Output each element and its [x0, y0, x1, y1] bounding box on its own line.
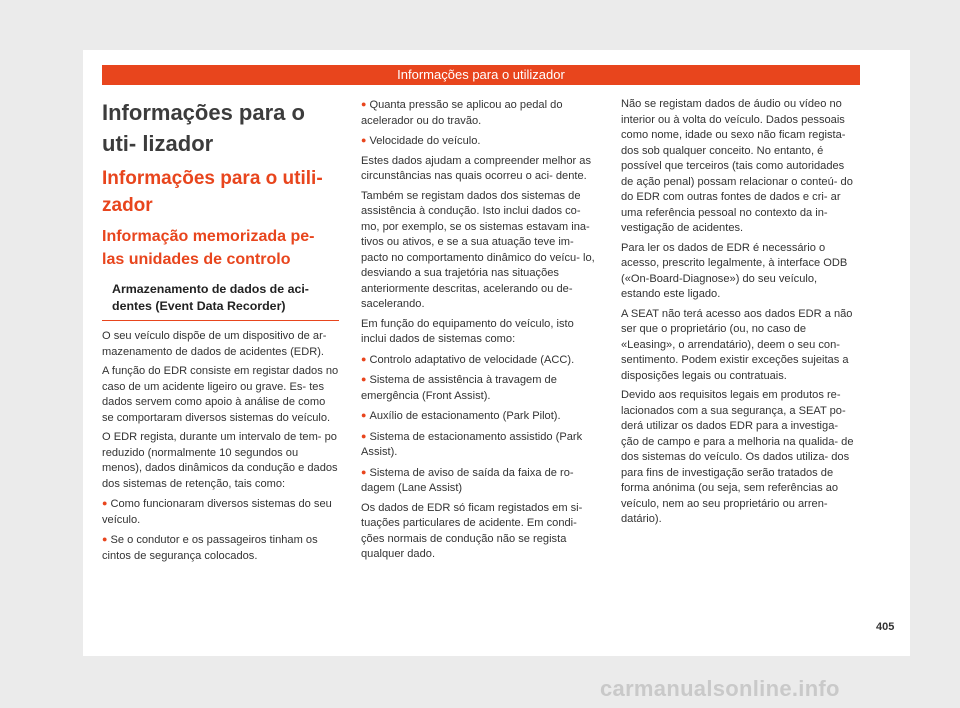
heading-level-2: Informações para o utili- zador — [102, 168, 323, 216]
page-header-bar: Informações para o utilizador — [102, 65, 860, 85]
page-number: 405 — [876, 621, 895, 633]
bullet-item: ● Sistema de estacionamento assistido (Park Assist). — [361, 429, 598, 461]
bullet-item: ● Auxílio de estacionamento (Park Pilot). — [361, 408, 598, 425]
paragraph: A função do EDR consiste em registar dados no caso de um acidente ligeiro ou grave. Es- tes dados servem como apoio à análise de como se comportaram diversos sistemas do veículo. — [102, 365, 339, 424]
column-right — [621, 97, 858, 532]
paragraph: A SEAT não terá acesso aos dados EDR a não ser que o proprietário (ou, no caso de «Leasing», o arrendatário), deem o seu con- sentimento. Podem existir exceções sujeitas a disposições legais ou contratuais. — [621, 307, 853, 382]
heading-level-1: Informações para o uti- lizador — [102, 100, 305, 156]
column-left — [102, 97, 339, 568]
bullet-item: ● Sistema de assistência à travagem de emergência (Front Assist). — [361, 372, 598, 404]
paragraph: O EDR regista, durante um intervalo de tem- po reduzido (normalmente 10 segundos ou menos), dados dinâmicos da condução e dados dos sistemas de retenção, tais como: — [102, 431, 338, 490]
section-heading-edr: Armazenamento de dados de aci- dentes (Event Data Recorder) — [102, 281, 339, 321]
paragraph: Para ler os dados de EDR é necessário o acesso, prescrito legalmente, à interface ODB («On-Board-Diagnose») do seu veículo, estando este ligado. — [621, 241, 848, 300]
paragraph: Não se registam dados de áudio ou vídeo no interior ou à volta do veículo. Dados pessoais como nome, idade ou sexo não ficam regista- dos sob qualquer conceito. No entanto, é possível que terceiros (tais como autoridades de ação penal) possam relacionar o conteú- do do EDR com outras fontes de dados e cri- ar uma referência pessoal no contexto da in- vestigação de acidentes. — [621, 98, 853, 234]
paragraph: O seu veículo dispõe de um dispositivo de ar- mazenamento de dados de acidentes (EDR). — [102, 330, 327, 358]
paragraph: Também se registam dados dos sistemas de assistência à condução. Isto inclui dados co- mo, por exemplo, se os sistemas estavam ina- tivos ou ativos, e se a sua atuação teve im- pacto no comportamento dinâmico do veícu- lo, desviando a sua trajetória nas situações anteriormente descritas, acelerando ou de- sacelerando. — [361, 189, 595, 310]
bullet-item: ● Sistema de aviso de saída da faixa de ro- dagem (Lane Assist) — [361, 465, 598, 497]
heading-level-3: Informação memorizada pe- las unidades de controlo — [102, 228, 315, 268]
bullet-item: ● Se o condutor e os passageiros tinham os cintos de segurança colocados. — [102, 532, 339, 564]
bullet-item: ● Velocidade do veículo. — [361, 133, 598, 150]
paragraph: Devido aos requisitos legais em produtos re- lacionados com a sua segurança, a SEAT po- derá utilizar os dados EDR para a investiga- ção de campo e para a melhoria na qualida- de dos sistemas do veículo. Os dados utiliza- dos para fins de investigação serão tratados de forma anónima (ou seja, sem referências ao veículo, nem ao seu proprietário ou arren- datário). — [621, 389, 854, 525]
bullet-item: ● Como funcionaram diversos sistemas do seu veículo. — [102, 496, 339, 528]
paragraph: Em função do equipamento do veículo, isto inclui dados de sistemas como: — [361, 317, 574, 345]
paragraph: Os dados de EDR só ficam registados em si- tuações particulares de acidente. Em condi- ções normais de condução não se regista qualquer dado. — [361, 501, 583, 560]
column-middle — [361, 97, 598, 567]
watermark-logo: carmanualsonline.info — [600, 676, 840, 701]
paragraph: Estes dados ajudam a compreender melhor as circunstâncias nas quais ocorreu o aci- dente. — [361, 154, 592, 182]
bullet-item: ● Controlo adaptativo de velocidade (ACC). — [361, 352, 598, 369]
bullet-item: ● Quanta pressão se aplicou ao pedal do acelerador ou do travão. — [361, 97, 598, 129]
